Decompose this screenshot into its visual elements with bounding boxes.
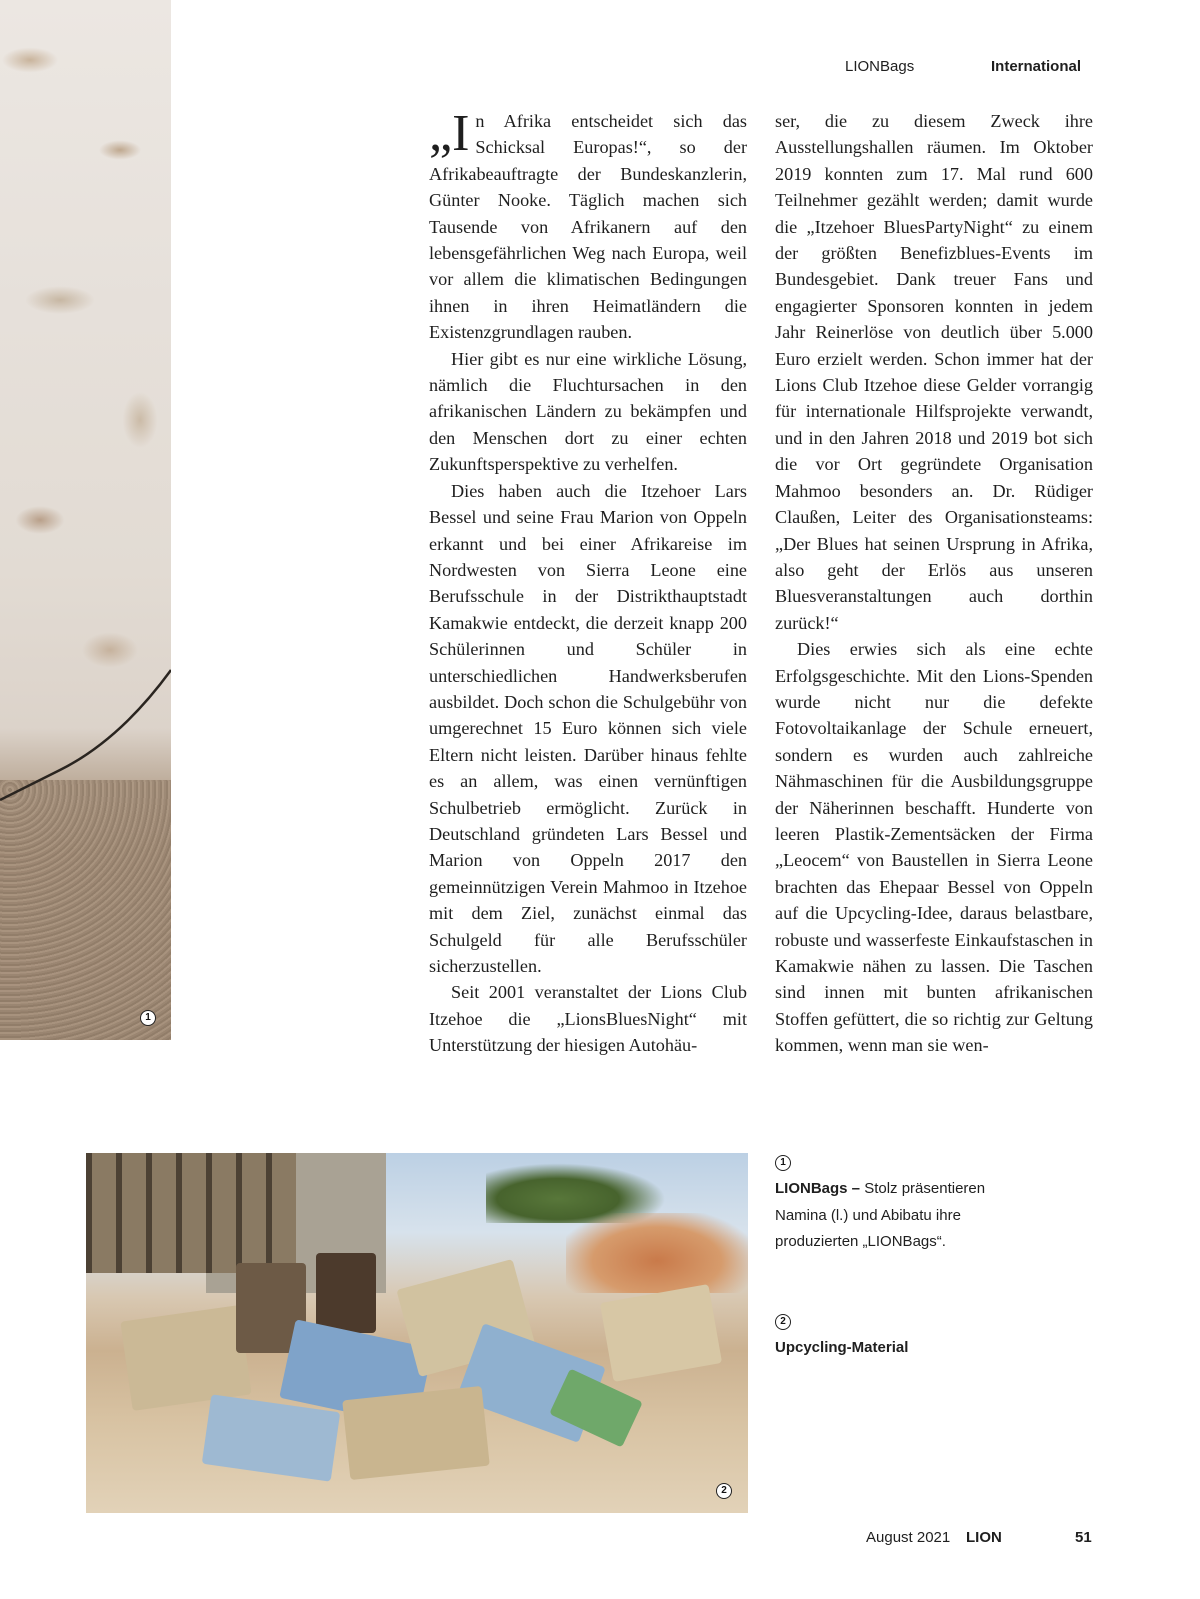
photo-dirt-mound xyxy=(566,1213,748,1293)
photo-wall-strip xyxy=(0,0,171,1040)
article-paragraph: Dies erwies sich als eine echte Erfolgsgeschichte. Mit den Lions-Spenden wurde nicht nur die defekte Fotovoltaikanlage der Schule erneuert, sondern es wurden auch zahlreiche Nähmaschinen für die Ausbildungsgruppe der Näherinnen beschafft. Hunderte von leeren Plastik-Zementsäcken der Firma „Leocem“ von Baustellen in Sierra Leone brachten das Ehepaar Bessel von Oppeln auf die Upcycling-Idee, daraus belastbare, robuste und wasserfeste Einkaufstaschen in Kamakwie nähen zu lassen. Die Taschen sind innen mit bunten afrikanischen Stoffen gefüttert, die so richtig zur Geltung kommen, wenn man sie wen- xyxy=(775,639,1093,1056)
article-paragraph: Hier gibt es nur eine wirkliche Lösung, nämlich die Fluchtursachen in den afrikanischen Ländern zu bekämpfen und den Menschen dort zu einer echten Zukunftsperspektive zu verhelfen. xyxy=(429,348,747,475)
article-column-right xyxy=(775,108,1093,1059)
caption-1-number: 1 xyxy=(775,1155,791,1171)
article-paragraph: Dies haben auch die Itzehoer Lars Bessel und seine Frau Marion von Oppeln erkannt und bei einer Afrikareise im Nordwesten von Sierra Leone eine Berufsschule in der Distrikthauptstadt Kamakwie entdeckt, die derzeit knapp 200 Schülerinnen und Schüler in unterschiedlichen Handwerksberufen ausbildet. Doch schon die Schulgebühr von umgerechnet 15 Euro können sich viele Eltern nicht leisten. Darüber hinaus fehlte es an allem, was einen vernünftigen Schulbetrieb ermöglicht. Zurück in Deutschland gründeten Lars Bessel und Marion von Oppeln 2017 den gemeinnützigen Verein Mahmoo in Itzehoe mit dem Ziel, zunächst einmal das Schulgeld für alle Berufsschüler sicherzustellen. xyxy=(429,480,747,976)
footer-date: August 2021 xyxy=(866,1529,951,1546)
article-paragraph: ser, die zu diesem Zweck ihre Ausstellungshallen räumen. Im Oktober 2019 konnten zum 17. Mal rund 600 Teilnehmer gezählt werden; damit wurde die „Itzehoer BluesPartyNight“ zu einem der größten Benefizblues-Events im Bundesgebiet. Dank treuer Fans und engagierter Sponsoren konnten in jedem Jahr Reinerlöse von deutlich über 5.000 Euro erzielt werden. Schon immer hat der Lions Club Itzehoe diese Gelder vorrangig für internationale Hilfsprojekte verwandt, und in den Jahren 2018 und 2019 bot sich die vor Ort gegründete Organisation Mahmoo besonders an. Dr. Rüdiger Claußen, Leiter des Organisationsteams: „Der Blues hat seinen Ursprung in Afrika, also geht der Erlös aus unseren Bluesveranstaltungen auch dorthin zurück!“ xyxy=(775,111,1093,633)
header-brand: LIONBags xyxy=(845,58,915,75)
article-paragraph: Seit 2001 veranstaltet der Lions Club Itzehoe die „LionsBluesNight“ mit Unterstützung der hiesigen Autohäu- xyxy=(429,982,747,1056)
article-paragraph: „In Afrika entscheidet sich das Schicksal Europas!“, so der Afrikabeauftragte der Bundeskanzlerin, Günter Nooke. Täglich machen sich Tausende von Afrikanern auf den lebensgefährlichen Weg nach Europa, weil vor allem die klimatischen Bedingungen ihnen in ihren Heimatländern die Existenzgrundlagen rauben. xyxy=(429,105,747,343)
caption-2-number: 2 xyxy=(775,1314,791,1330)
photo-scaffold xyxy=(86,1153,296,1273)
page-number: 51 xyxy=(1075,1529,1092,1546)
photo-bag xyxy=(342,1386,490,1480)
photo-person xyxy=(316,1253,376,1333)
header-section: International xyxy=(991,58,1082,75)
footer-magazine: LION xyxy=(966,1529,1002,1546)
article-dropcap: „I xyxy=(429,105,470,162)
caption-1-title: LIONBags – xyxy=(775,1180,861,1197)
photo-2-number: 2 xyxy=(716,1483,732,1499)
photo-cement-bags xyxy=(86,1153,748,1513)
photo-bag xyxy=(202,1394,340,1481)
photo-cable xyxy=(0,0,171,1040)
caption-1 xyxy=(775,1176,1015,1256)
photo-bag xyxy=(600,1284,722,1382)
photo-1-number: 1 xyxy=(140,1010,156,1026)
photo-bag xyxy=(120,1305,251,1411)
caption-2: Upcycling-Material xyxy=(775,1339,909,1356)
caption-1-text: Stolz präsentieren Namina (l.) und Abibatu ihre produzierten „LIONBags“. xyxy=(775,1180,986,1250)
article-column-left xyxy=(429,105,747,1059)
